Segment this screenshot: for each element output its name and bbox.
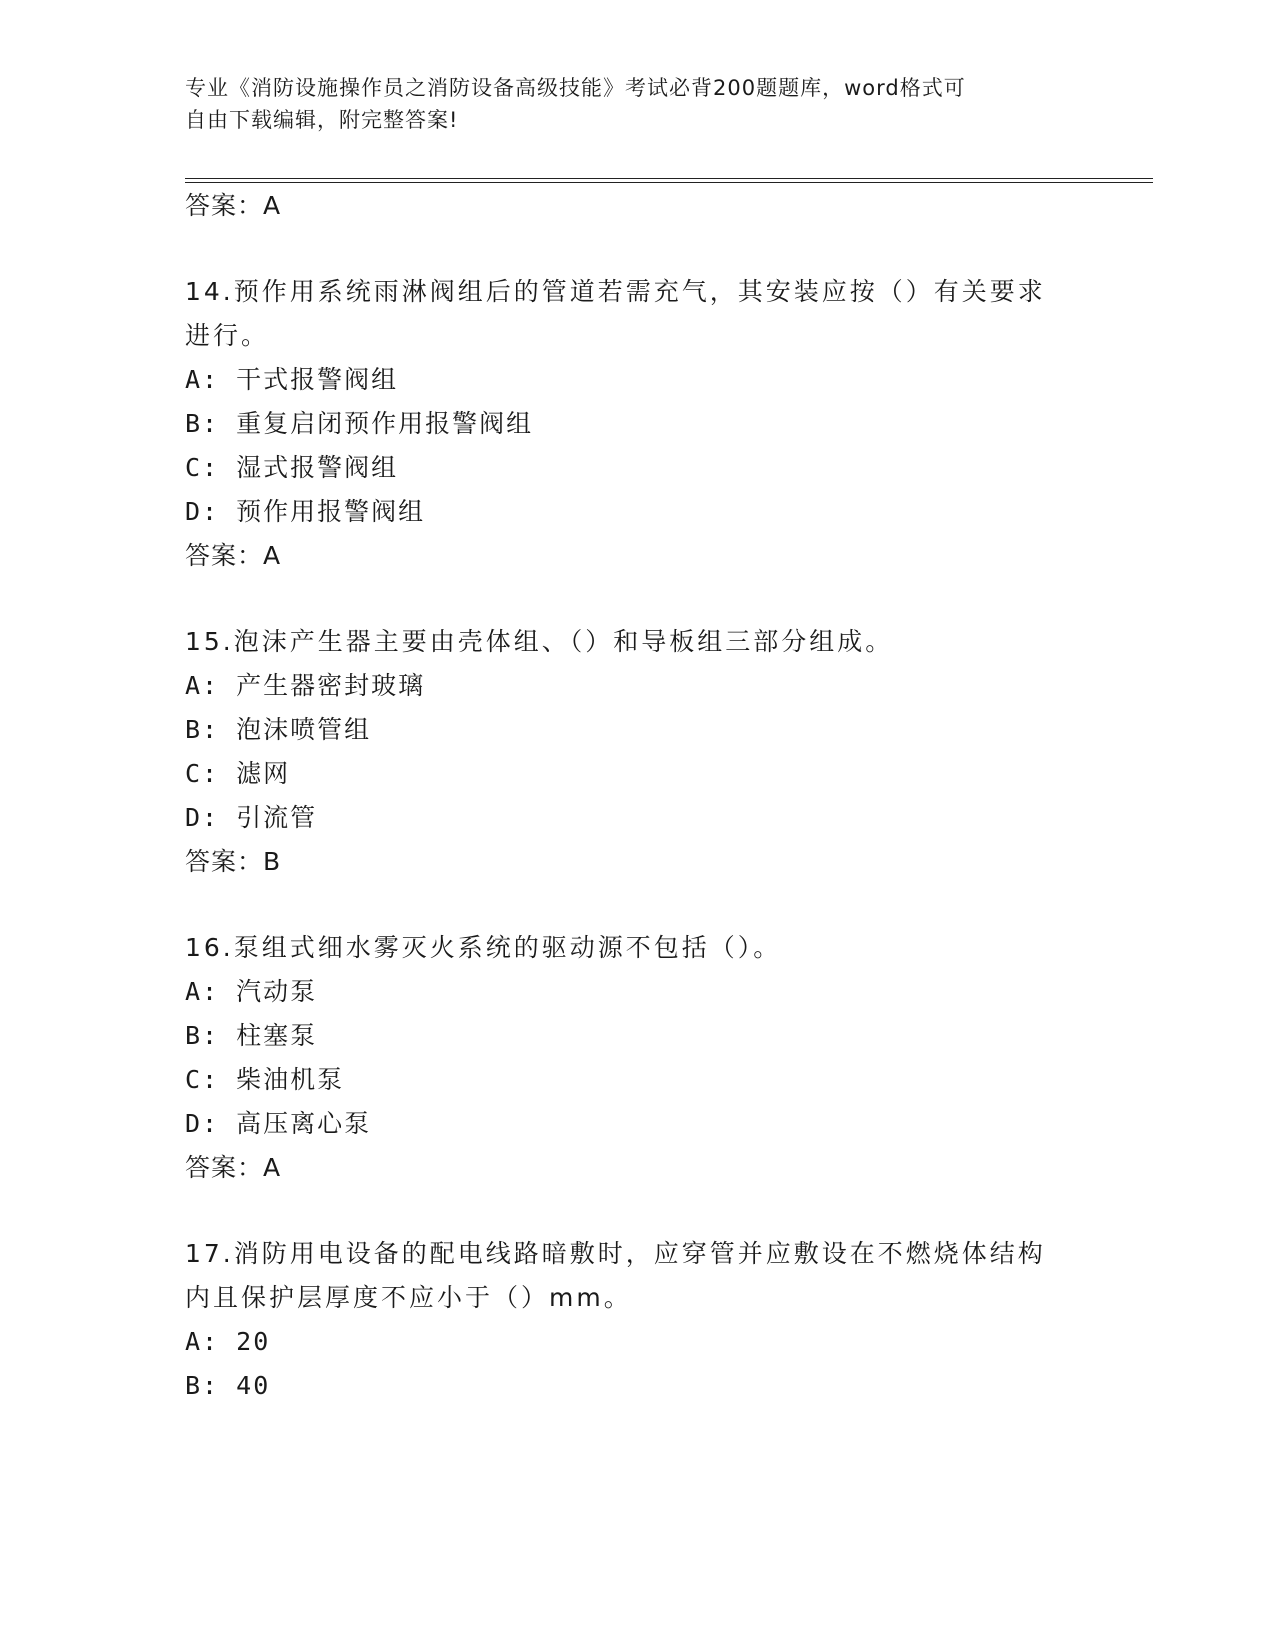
question-15-option-c: C: 滤网 (185, 759, 291, 788)
question-15-answer: 答案：B (185, 847, 282, 876)
question-16-option-d: D: 高压离心泵 (185, 1109, 372, 1138)
previous-answer: 答案：A (185, 191, 282, 220)
question-14-stem-line-1: 14.预作用系统雨淋阀组后的管道若需充气，其安装应按（）有关要求 (185, 277, 1046, 306)
question-14-stem-line-2: 进行。 (185, 321, 270, 350)
question-16-option-c: C: 柴油机泵 (185, 1065, 345, 1094)
header-divider-bottom (185, 182, 1153, 183)
question-17-option-b: B: 40 (185, 1371, 271, 1400)
question-15-option-b: B: 泡沫喷管组 (185, 715, 372, 744)
question-14-answer: 答案：A (185, 541, 282, 570)
question-17-option-a: A: 20 (185, 1327, 271, 1356)
question-16-option-a: A: 汽动泵 (185, 977, 318, 1006)
question-17-stem-line-2: 内且保护层厚度不应小于（）mm。 (185, 1283, 632, 1312)
question-16-stem-line-1: 16.泵组式细水雾灭火系统的驱动源不包括（）。 (185, 933, 782, 962)
question-14-option-c: C: 湿式报警阀组 (185, 453, 399, 482)
question-14-option-a: A: 干式报警阀组 (185, 365, 399, 394)
page-header (185, 72, 1065, 136)
question-15-option-d: D: 引流管 (185, 803, 318, 832)
question-14-option-b: B: 重复启闭预作用报警阀组 (185, 409, 534, 438)
question-15-option-a: A: 产生器密封玻璃 (185, 671, 426, 700)
question-16-option-b: B: 柱塞泵 (185, 1021, 318, 1050)
header-line-2: 自由下载编辑，附完整答案! (185, 108, 459, 132)
question-16-answer: 答案：A (185, 1153, 282, 1182)
header-line-1: 专业《消防设施操作员之消防设备高级技能》考试必背200题题库，word格式可 (185, 76, 966, 100)
header-divider-top (185, 178, 1153, 179)
question-15-stem-line-1: 15.泡沫产生器主要由壳体组、（）和导板组三部分组成。 (185, 627, 894, 656)
question-14-option-d: D: 预作用报警阀组 (185, 497, 426, 526)
question-17-stem-line-1: 17.消防用电设备的配电线路暗敷时，应穿管并应敷设在不燃烧体结构 (185, 1239, 1046, 1268)
